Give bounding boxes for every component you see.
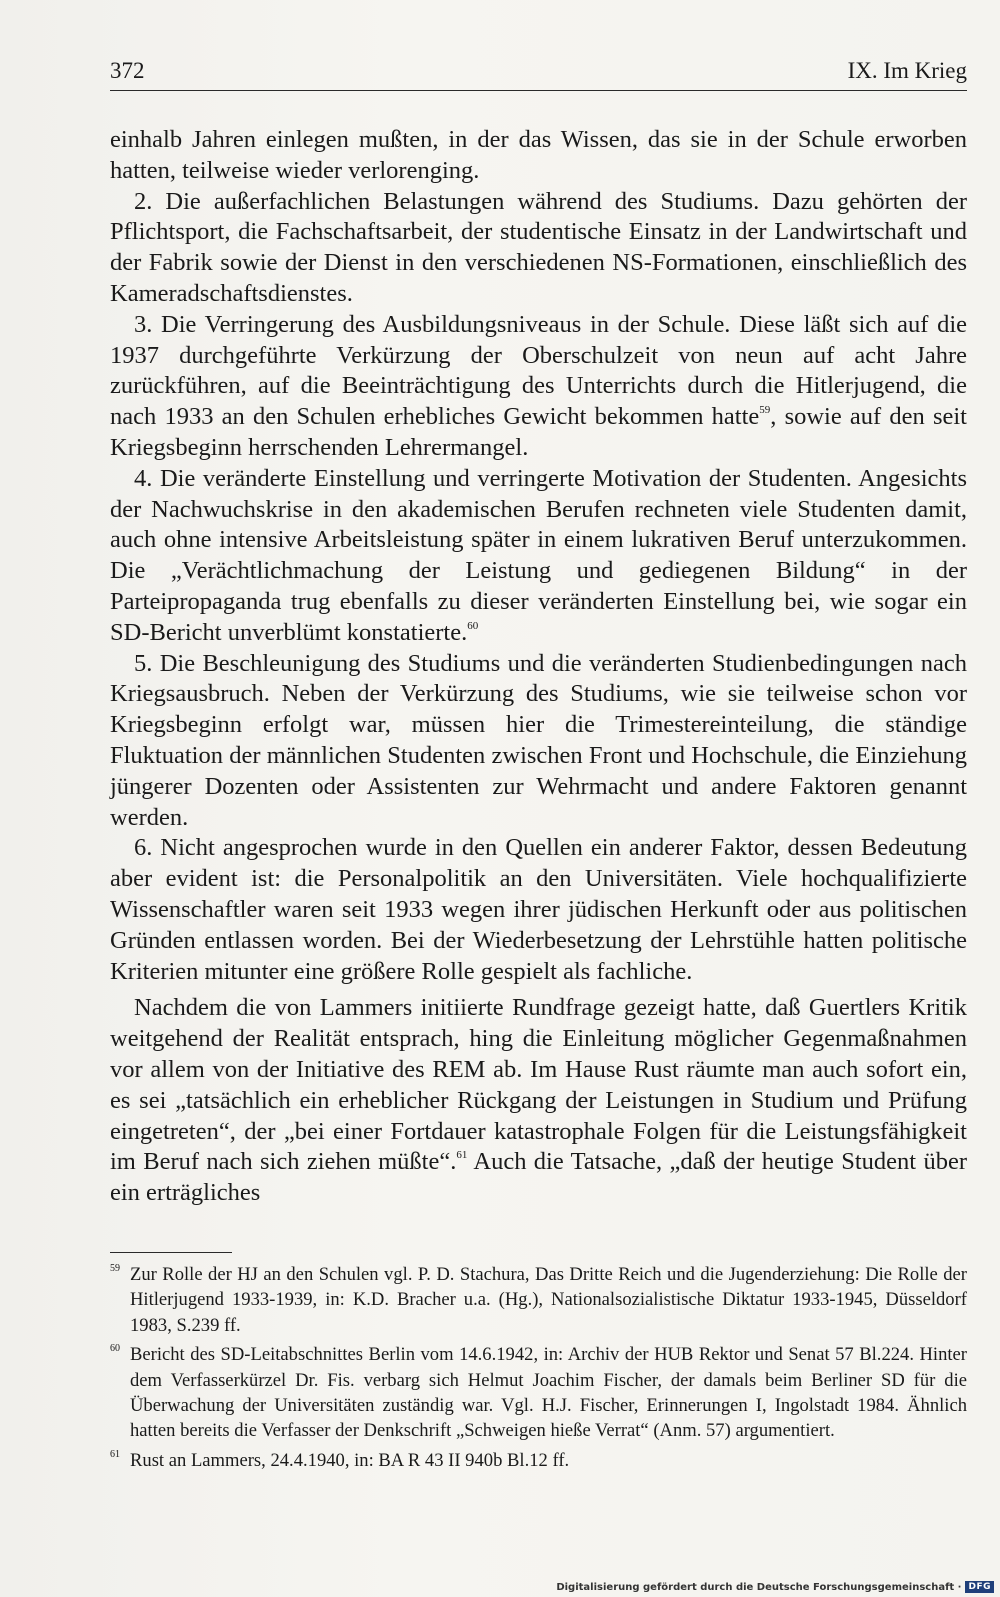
paragraph-point-3 xyxy=(110,310,967,464)
paragraph-text: Auch die Tatsache, „daß der heutige Student über ein erträgliches xyxy=(110,1148,967,1207)
footnote-text: Bericht des SD-Leitabschnittes Berlin vom 14.6.1942, in: Archiv der HUB Rektor und Senat 57 Bl.224. Hinter dem Verfasserkürzel Dr. Fis. verbarg sich Helmut Joachim Fischer, der damals beim Berliner SD für die Überwachung der Universitäten zuständig war. Vgl. H.J. Fischer, Erinnerungen I, Ingolstadt 1984. Ähnlich hatten bereits die Verfasser der Denkschrift „Schweigen hieße Verrat“ (Anm. 57) argumentiert. xyxy=(130,1344,967,1442)
footnotes xyxy=(110,1262,967,1477)
paragraph-text: 2. Die außerfachlichen Belastungen während des Studiums. Dazu gehörten der Pflichtsport, die Fachschaftsarbeit, der studentische Einsatz in der Landwirtschaft und der Fabrik sowie der Dienst in den verschiedenen NS-Formationen, einschließlich des Kameradschaftsdienstes. xyxy=(110,187,967,307)
footnote-text: Rust an Lammers, 24.4.1940, in: BA R 43 II 940b Bl.12 ff. xyxy=(130,1449,570,1471)
paragraph-text: 4. Die veränderte Einstellung und verringerte Motivation der Studenten. Angesichts der Nachwuchskrise in den akademischen Berufen rechneten viele Studenten damit, auch ohne intensive Arbeitsleistung später in einem lukrativen Beruf unterzukommen. Die „Verächtlichmachung der Leistung und gediegenen Bildung“ in der Parteipropaganda trug ebenfalls zu dieser veränderten Einstellung bei, wie sogar ein SD-Bericht unverblümt konstatierte. xyxy=(110,464,967,646)
paragraph-text: 6. Nicht angesprochen wurde in den Quellen ein anderer Faktor, dessen Bedeutung aber evident ist: die Personalpolitik an den Universitäten. Viele hochqualifizierte Wissenschaftler waren seit 1933 wegen ihrer jüdischen Herkunft oder aus politischen Gründen entlassen worden. Bei der Wiederbesetzung der Lehrstühle hatten politische Kriterien mitunter eine größere Rolle gespielt als fachliche. xyxy=(110,834,967,985)
footnote-ref[interactable]: 60 xyxy=(467,619,479,632)
footnote-divider xyxy=(110,1252,232,1253)
body-text xyxy=(110,125,967,1209)
running-title: IX. Im Krieg xyxy=(847,58,967,83)
paragraph-continuation xyxy=(110,125,967,187)
footnote-mark: 60 xyxy=(110,1343,120,1355)
paragraph-point-5 xyxy=(110,649,967,834)
dfg-logo-icon: DFG xyxy=(965,1581,994,1593)
footnote-ref[interactable]: 61 xyxy=(456,1149,468,1162)
footnote-59 xyxy=(110,1262,967,1338)
paragraph-point-4 xyxy=(110,464,967,649)
paragraph-text: , sowie auf den seit Kriegsbeginn herrschenden Lehrermangel. xyxy=(110,403,967,461)
paragraph-text: Nachdem die von Lammers initiierte Rundfrage gezeigt hatte, daß Guertlers Kritik weitgehend der Realität entsprach, hing die Einleitung möglicher Gegenmaßnahmen vor allem von der Initiative des REM ab. Im Hause Rust räumte man auch sofort ein, es sei „tatsächlich ein erheblicher Rückgang der Leistungen in Studium und Prüfung eingetreten“, der „bei einer Fortdauer katastrophale Folgen für die Leistungsfähigkeit im Beruf nach sich ziehen müßte“. xyxy=(110,994,967,1176)
paragraph-lammers xyxy=(110,993,967,1209)
digitization-colophon xyxy=(556,1579,994,1595)
footnote-mark: 61 xyxy=(110,1448,120,1460)
paragraph-text: 3. Die Verringerung des Ausbildungsniveaus in der Schule. Diese läßt sich auf die 1937 durchgeführte Verkürzung der Oberschulzeit von neun auf acht Jahre zurückführen, auf die Beeinträchtigung des Unterrichts durch die Hitlerjugend, die nach 1933 an den Schulen erhebliches Gewicht bekommen hatte xyxy=(110,310,967,431)
paragraph-text: 5. Die Beschleunigung des Studiums und die veränderten Studienbedingungen nach Kriegsausbruch. Neben der Verkürzung des Studiums, wie sie teilweise schon vor Kriegsbeginn erfolgt war, müssen hier die Trimestereinteilung, die ständige Fluktuation der männlichen Studenten zwischen Front und Hochschule, die Einziehung jüngerer Dozenten oder Assistenten zur Wehrmacht und andere Faktoren genannt werden. xyxy=(110,649,967,831)
paragraph-point-2 xyxy=(110,187,967,310)
page-header xyxy=(110,58,967,91)
footnote-60 xyxy=(110,1342,967,1444)
paragraph-text: einhalb Jahren einlegen mußten, in der das Wissen, das sie in der Schule erworben hatten, teilweise wieder verlorenging. xyxy=(110,126,967,184)
footnote-ref[interactable]: 59 xyxy=(759,404,771,417)
footnote-mark: 59 xyxy=(110,1263,120,1274)
footnote-text: Zur Rolle der HJ an den Schulen vgl. P. D. Stachura, Das Dritte Reich und die Jugenderziehung: Die Rolle der Hitlerjugend 1933-1939, in: K.D. Bracher u.a. (Hg.), Nationalsozialistische Diktatur 1933-1945, Düsseldorf 1983, S.239 ff. xyxy=(130,1264,967,1336)
page-number: 372 xyxy=(110,58,145,83)
colophon-text: Digitalisierung gefördert durch die Deutsche Forschungsgemeinschaft · xyxy=(556,1581,962,1593)
paragraph-point-6 xyxy=(110,833,967,987)
footnote-61 xyxy=(110,1448,967,1473)
